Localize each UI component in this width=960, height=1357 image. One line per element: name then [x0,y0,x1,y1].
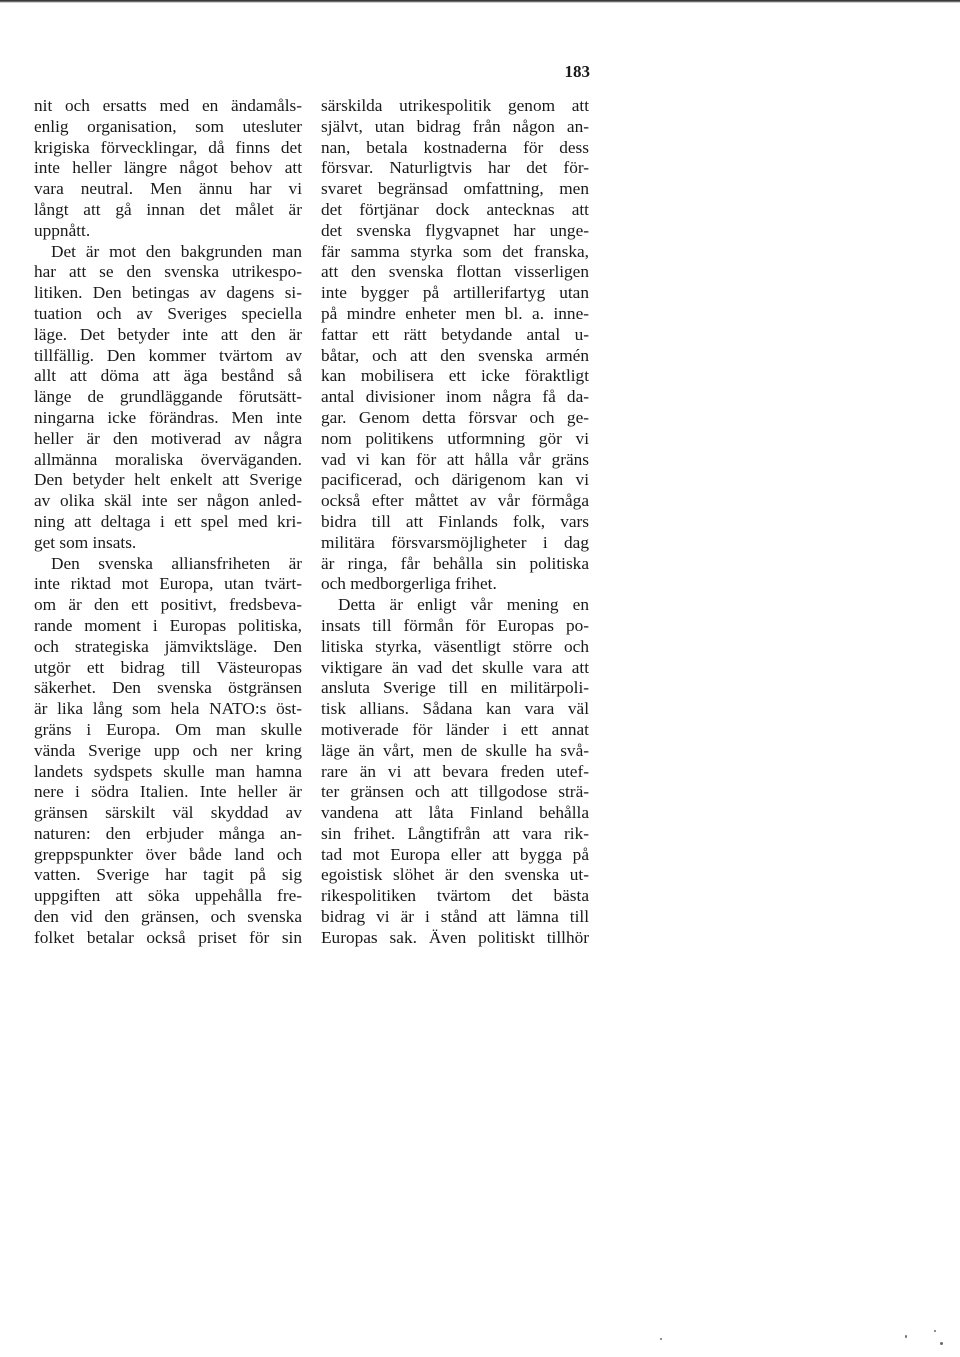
text-line: folket betalar också priset för sin [34,927,302,947]
text-line: egoistisk slöhet är den svenska ut- [321,865,589,885]
text-line: litiska styrka, väsentligt större och [321,636,589,656]
text-line: enlig organisation, som utesluter [34,116,302,136]
text-line: Den svenska alliansfriheten är [51,553,302,573]
text-line: nere i södra Italien. Inte heller är [34,782,302,802]
text-line: länge de grundläggande förutsätt- [34,387,302,407]
text-line: och strategiska jämviktsläge. Den [34,636,302,656]
text-line: rare än vi att bevara freden utef- [321,761,589,781]
text-line: på mindre enheter men bl. a. inne- [321,303,589,323]
text-line: fattar ett rätt betydande antal u- [321,324,589,344]
text-line: militära försvarsmöjligheter i dag [321,532,589,552]
text-line: Detta är enligt vår mening en [338,595,589,615]
scan-speck [940,1342,943,1345]
text-line: gräns i Europa. Om man skulle [34,719,302,739]
text-line: get som insats. [34,532,137,552]
text-line: kan mobilisera ett icke föraktligt [321,366,589,386]
text-line: och medborgerliga frihet. [321,574,497,594]
text-line: av olika skäl inte ser någon anled- [34,491,302,511]
text-line: fär samma styrka som det franska, [321,241,589,261]
text-line: bidrag vi är i stånd att lämna till [321,907,589,927]
text-line: inte riktad mot Europa, utan tvärt- [34,574,302,594]
text-line: självt, utan bidrag från någon an- [321,116,589,136]
text-line: det svenska flygvapnet har unge- [321,220,589,240]
text-line: viktigare än vad det skulle vara att [321,657,589,677]
text-line: allt att döma att äga bestånd så [34,366,302,386]
text-line: nom politikens utformning gör vi [321,428,589,448]
text-line: nit och ersatts med en ändamåls- [34,96,302,115]
text-line: uppnått. [34,220,91,240]
scan-speck [934,1330,936,1332]
text-line: Den betyder helt enkelt att Sverige [34,470,302,490]
text-line: båtar, och att den svenska armén [321,345,589,365]
text-line: rande moment i Europas politiska, [34,615,302,635]
text-line: ning att deltaga i ett spel med kri- [34,511,302,531]
text-line: inte heller längre något behov att [34,158,302,178]
text-line: vandena att låta Finland behålla [321,803,589,823]
text-line: tisk allians. Sådana kan vara väl [321,699,589,719]
text-line: gränsen särskilt väl skyddad av [34,803,302,823]
text-line: antal divisioner inom några få da- [321,387,589,407]
text-line: heller är den motiverad av några [34,428,302,448]
text-line: motiverade för länder i ett annat [321,719,589,739]
text-line: allmänna moraliska överväganden. [34,449,302,469]
text-line: Europas sak. Även politiskt tillhör [321,927,589,947]
text-line: gar. Genom detta försvar och ge- [321,407,589,427]
right-text-column [321,96,589,949]
text-line: ningarna icke förändras. Men inte [34,407,302,427]
text-line: nan, betala kostnaderna för dess [321,137,589,157]
text-line: utgör ett bidrag till Västeuropas [34,657,302,677]
text-line: säkerhet. Den svenska östgränsen [34,678,302,698]
text-line: särskilda utrikespolitik genom att [321,96,589,115]
text-line: sin frihet. Långtifrån att vara rik- [321,823,589,843]
text-line: ansluta Sverige till en militärpoli- [321,678,589,698]
text-line: den vid den gränsen, och svenska [34,907,302,927]
text-line: vända Sverige upp och ner kring [34,740,302,760]
scan-speck [660,1338,662,1340]
text-line: läge. Det betyder inte att den är [34,324,302,344]
text-line: vad vi kan för att hålla vår gräns [321,449,589,469]
text-line: uppgiften att söka uppehålla fre- [34,886,302,906]
text-line: rikespolitiken tvärtom det bästa [321,886,589,906]
scan-speck [905,1335,907,1338]
text-line: långt att gå innan det målet är [34,199,302,219]
text-line: inte bygger på artillerifartyg utan [321,283,589,303]
text-line: Det är mot den bakgrunden man [51,241,302,261]
text-line: vatten. Sverige har tagit på sig [34,865,302,885]
text-line: krigiska förvecklingar, då finns det [34,137,302,157]
text-line: vara neutral. Men ännu har vi [34,179,302,199]
text-line: försvar. Naturligtvis har det för- [321,158,589,178]
text-line: svaret begränsad omfattning, men [321,179,589,199]
text-line: greppspunkter över både land och [34,844,302,864]
text-line: det förtjänar dock antecknas att [321,199,589,219]
text-line: litiken. Den betingas av dagens si- [34,283,302,303]
text-line: tad mot Europa eller att bygga på [321,844,589,864]
text-line: bidra till att Finlands folk, vars [321,511,589,531]
text-line: är lika lång som hela NATO:s öst- [34,699,302,719]
text-line: naturen: den erbjuder många an- [34,823,302,843]
text-line: tillfällig. Den kommer tvärtom av [34,345,302,365]
text-line: om är den ett positivt, fredsbeva- [34,595,302,615]
text-line: ter gränsen och att tillgodose strä- [321,782,589,802]
text-line: pacificerad, och därigenom kan vi [321,470,589,490]
text-line: läge än vårt, men de skulle ha svå- [321,740,589,760]
text-line: insats till förmån för Europas po- [321,615,589,635]
text-line: att den svenska flottan visserligen [321,262,589,282]
text-line: tuation och av Sveriges speciella [34,303,302,323]
text-line: landets sydspets skulle man hamna [34,761,302,781]
left-text-column [34,96,302,949]
text-line: har att se den svenska utrikespo- [34,262,302,282]
text-line: är ringa, får behålla sin politiska [321,553,589,573]
page-number: 183 [564,62,590,81]
text-line: också efter måttet av vår förmåga [321,491,589,511]
page-top-edge-rule [0,0,960,3]
